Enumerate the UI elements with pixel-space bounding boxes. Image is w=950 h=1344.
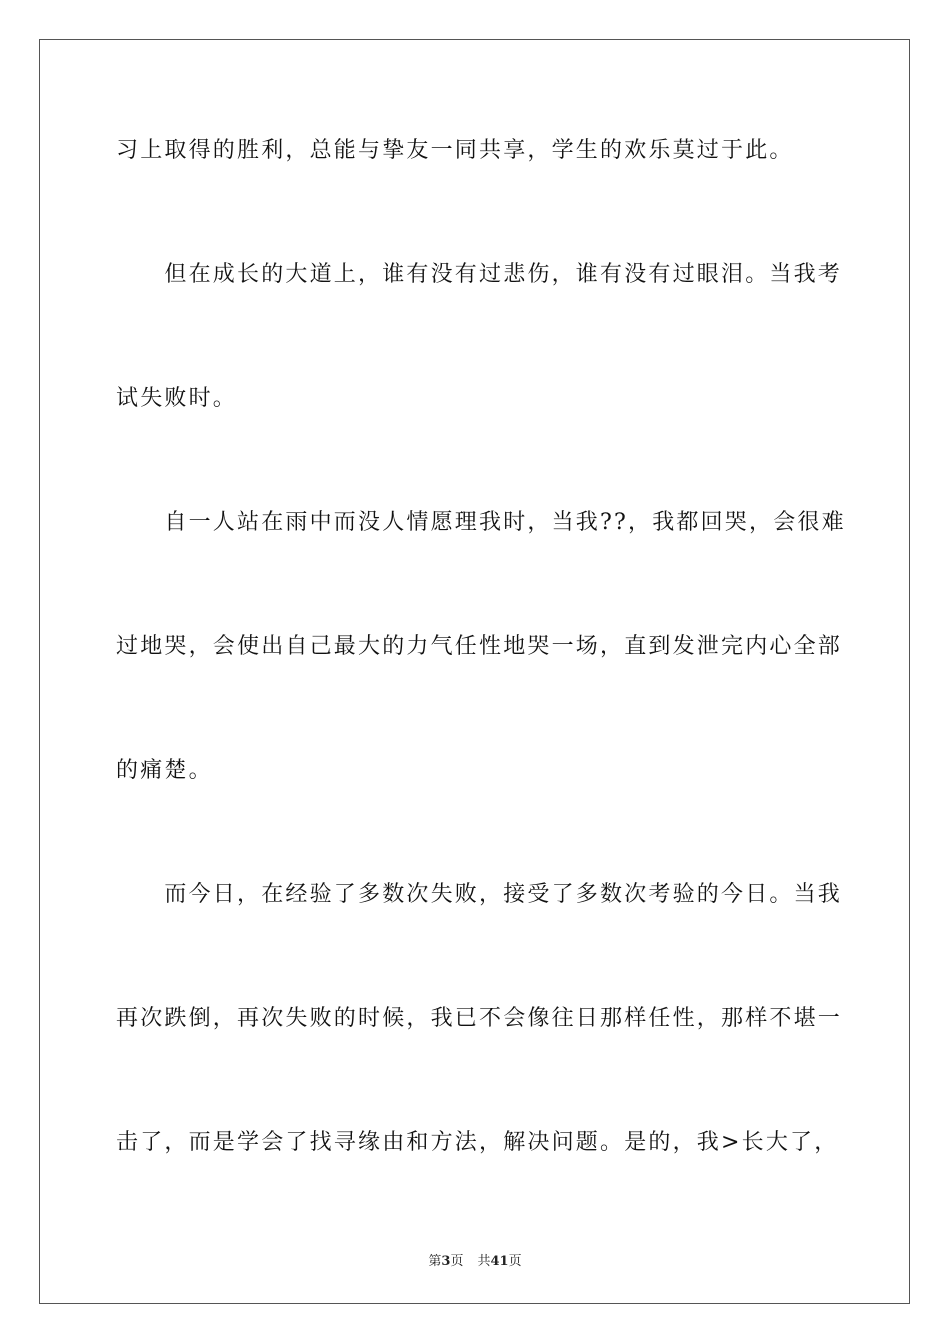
text-line-4: 自一人站在雨中而没人情愿理我时，当我??，我都回哭，会很难 — [116, 510, 846, 535]
footer-page-total: 41 — [490, 1254, 509, 1269]
text-line-2: 但在成长的大道上，谁有没有过悲伤，谁有没有过眼泪。当我考 — [116, 262, 843, 287]
text-line-5: 过地哭，会使出自己最大的力气任性地哭一场，直到发泄完内心全部 — [116, 634, 843, 659]
footer-page-current: 3 — [441, 1254, 451, 1269]
footer-total-prefix: 共 — [477, 1254, 491, 1269]
footer-page-prefix: 第 — [428, 1254, 442, 1269]
page-footer — [0, 1250, 950, 1269]
footer-total-suffix: 页 — [508, 1254, 522, 1269]
page-border — [39, 39, 910, 1304]
text-line-6: 的痛楚。 — [116, 758, 213, 783]
text-line-3: 试失败时。 — [116, 386, 238, 411]
text-line-8: 再次跌倒，再次失败的时候，我已不会像往日那样任性，那样不堪一 — [116, 1006, 843, 1031]
text-line-7: 而今日，在经验了多数次失败，接受了多数次考验的今日。当我 — [116, 882, 843, 907]
text-line-9: 击了，而是学会了找寻缘由和方法，解决问题。是的，我>长大了， — [116, 1130, 839, 1155]
footer-page-suffix: 页 — [450, 1254, 464, 1269]
text-line-1: 习上取得的胜利，总能与挚友一同共享，学生的欢乐莫过于此。 — [116, 138, 794, 163]
